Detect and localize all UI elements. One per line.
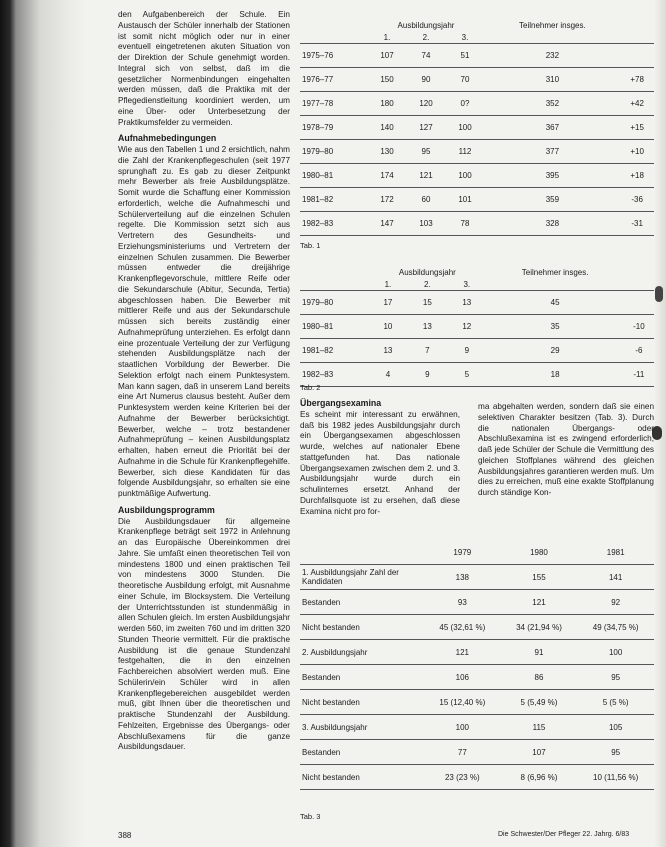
table-cell: 45 [487,291,624,315]
paragraph-aufnahme: Wie aus den Tabellen 1 und 2 ersichtlich, nahm die Zahl der Krankenpflegeschulen (seit 1977 sprunghaft zu. Es gab zu dieser Zeitpunkt mehr Bewerber als freie Ausbildungsplätze. Somit wurde die Schaffung einer Kommission erforderlich, welche die Aufnahmeschi und Schülerverteilung auf die einzelnen Schulen regelte. Die Kommission setzt sich aus Vertretern des Gesundheits- und Erziehungsministeriums und Vertretern der einzelnen Schulen zusammen. Die Bewerber müssen entweder die dreijährige Krankenpflegevorschule, mittlere Reife oder die Sekundarschule (Abitur, Secunda, Tertia) abgeschlossen haben. Die Bewerber mit mittlerer Reife und aus der Sekundarschule müssen sich bereits zuständig einer Aufnahmeprüfung unterziehen. Es erfolgt dann eine prozentuale Verteilung der zur Verfügung stehenden Ausbildungsplätze nach der staatlichen Vorbildung der Bewerber. Die Selektion erfolgt nach einem Punktesystem. Man kann sagen, daß in unserem Land bereits eine Art Numerus clausus besteht. Außer dem Punktesystem werden keine Kriterien bei der Aufnahme der Bewerber berücksichtigt. Bewerber, welche – trotz bestandener Aufnahmeprüfung – keinen Ausbildungsplatz erhalten, haben erneut die Priorität bei der Aufnahme in die Schule für Krankenpflegehilfe. Bewerber, sich diese Kandidaten für das folgende Ausbildungsjahr, so erhalten sie eine punktmäßige Aufwertung. [118,145,290,498]
page-edge-shadow [654,0,666,847]
row-label: 2. Ausbildungsjahr [300,640,424,665]
column-header: 2. [407,31,446,44]
table-cell: +15 [620,116,654,140]
table-cell: 115 [501,715,578,740]
table-cell: 5 (5,49 %) [501,690,578,715]
book-binding-shadow [0,0,86,847]
table-row [300,590,654,615]
table-cell: 130 [368,140,407,164]
table-row [300,164,654,188]
table-cell [620,44,654,68]
table-cell: 45 (32,61 %) [424,615,501,640]
row-label: Bestanden [300,740,424,765]
table-cell: 34 (21,94 %) [501,615,578,640]
table-cell: 35 [487,315,624,339]
table-cell: 395 [485,164,621,188]
page-number: 388 [118,831,132,840]
row-label: 1978–79 [300,116,368,140]
table-cell: 103 [407,212,446,236]
table-cell: 0? [446,92,485,116]
table-cell: 18 [487,363,624,387]
table-cell: 17 [368,291,407,315]
table-cell: 121 [501,590,578,615]
table-cell: 9 [447,339,486,363]
table-cell: 120 [407,92,446,116]
paragraph-ausbildung: Die Ausbildungsdauer für allgemeine Krankenpflege beträgt seit 1972 in Anlehnung an das Europäische Übereinkommen drei Jahre. Sie umfaßt einen theoretischen Teil von mindestens 1800 und einen praktischen Teil von mindestens 3000 Stunden. Die theoretische Ausbildung erfolgt, mit Ausnahme einer Schule, im Blocksystem. Die Verteilung der Unterrichtsstunden ist stundenmäßig in allen Schulen gleich. Im ersten Ausbildungsjahr werden 560, im zweiten 760 und im dritten 320 Stunden Theorie vermittelt. Für die praktische Ausbildung ist die genaue Stundenzahl festgehalten, die in den einzelnen Fachbereichen absolviert werden muß. Eine Schülerin/ein Schüler wird in allen Krankenpflegebereichen ausgebildet werden muß, gibt Ihnen über die theoretischen und praktische Stundenzahl der Ausbildung. Fehlzeiten, Ergebnisse des Übergangs- oder Abschlußexamens für die ganze Ausbildungsdauer. [118,516,290,752]
table-cell: 60 [407,188,446,212]
table-cell: 95 [577,665,654,690]
row-label: Bestanden [300,590,424,615]
page-mark [655,286,663,302]
table-cell: 352 [485,92,621,116]
table-row [300,565,654,590]
table-row [300,116,654,140]
table-row [300,188,654,212]
row-label: 1980–81 [300,315,368,339]
table-2 [300,267,654,387]
table-cell: 172 [368,188,407,212]
table-cell: -11 [624,363,654,387]
table-row [300,44,654,68]
row-label: 1976–77 [300,68,368,92]
table-row [300,740,654,765]
table-3 [300,540,654,790]
row-label: 1982–83 [300,212,368,236]
table-cell: 367 [485,116,621,140]
row-label: 1981–82 [300,339,368,363]
table-cell: 180 [368,92,407,116]
table-cell: 78 [446,212,485,236]
intro-paragraph: den Aufgabenbereich der Schule. Ein Austausch der Schüler innerhalb der Stationen ist somit nicht möglich oder nur in einer eventuell eingetretenen akuten Situation von der Direktion der Schule genehmigt worden. Integral sich von selbst, daß im die gesetzlicher Normenbindungen eingehalten werden müssen, daß die Praktika mit der Pflegedienstleitung koordiniert werden, um eine Über- oder Unterbesetzung der Praktikumsfelder zu vermeiden. [118,10,290,127]
table-header-group: Ausbildungsjahr [398,268,456,277]
table-cell: +10 [620,140,654,164]
column-header: 2. [408,278,447,291]
table-cell: 359 [485,188,621,212]
column-header: 1979 [424,540,501,565]
paragraph-stoffplan: ma abgehalten werden, sondern daß sie einen selektiven Charakter besitzen (Tab. 3). Durch die nationalen Übergangs- oder Abschlußexamina ist es zwingend erforderlich, daß jede Schüler der Schule die Vermittlung des gleichen Stoffplanes während des gleichen Ausbildungsjahres garantieren werden muß. Um dies zu erreichen, muß eine exakte Stoffplanung durch ständige Kon- [478,402,654,497]
row-label: 1981–82 [300,188,368,212]
table-cell: 138 [424,565,501,590]
row-label: 1979–80 [300,140,368,164]
left-column [118,10,290,753]
column-header: 1. [368,31,407,44]
table-cell [624,291,654,315]
row-label: 1979–80 [300,291,368,315]
table-cell: +18 [620,164,654,188]
table-row [300,640,654,665]
table-cell: 29 [487,339,624,363]
table-cell: 15 (12,40 %) [424,690,501,715]
table-cell: 100 [446,116,485,140]
table-row [300,765,654,790]
table-cell: 86 [501,665,578,690]
column-header: 3. [446,31,485,44]
table-cell: 5 (5 %) [577,690,654,715]
table-cell: 105 [577,715,654,740]
table-cell: 150 [368,68,407,92]
table-cell: 49 (34,75 %) [577,615,654,640]
table-cell: 140 [368,116,407,140]
table-cell: 377 [485,140,621,164]
right-column [478,398,654,499]
table-cell: 23 (23 %) [424,765,501,790]
middle-column [300,398,460,517]
table-cell: 100 [424,715,501,740]
table-cell: 8 (6,96 %) [501,765,578,790]
column-header: 1981 [577,540,654,565]
table-row [300,363,654,387]
table-cell: 121 [407,164,446,188]
row-label: Bestanden [300,665,424,690]
table-cell: 155 [501,565,578,590]
column-header: 3. [447,278,486,291]
table-row [300,68,654,92]
table-cell: +78 [620,68,654,92]
column-header: 1980 [501,540,578,565]
journal-footer: Die Schwester/Der Pfleger 22. Jahrg. 6/83 [498,831,630,838]
heading-ausbildungsprogramm: Ausbildungsprogramm [118,504,215,515]
table-cell: 91 [501,640,578,665]
table-cell: 101 [446,188,485,212]
table-row [300,291,654,315]
table-cell: 112 [446,140,485,164]
table-cell: 106 [424,665,501,690]
row-label: Nicht bestanden [300,615,424,640]
table-cell: 4 [368,363,407,387]
table-cell: 328 [485,212,621,236]
table-cell: 77 [424,740,501,765]
table-cell: 100 [577,640,654,665]
table-cell: 121 [424,640,501,665]
table-row [300,615,654,640]
paragraph-uebergang: Es scheint mir interessant zu erwähnen, daß bis 1982 jedes Ausbildungsjahr durch ein Übergangsexamen abgeschlossen wurde, welches auf nationaler Ebene stattgefunden hat. Das nationale Übergangsexamen zwischen dem 2. und 3. Ausbildungsjahr wurde durch ein schulinternes ersetzt. Anhand der Durchfallsquote ist zu ersehen, daß diese Examina nicht pro for- [300,409,460,516]
table-cell: 107 [368,44,407,68]
table-cell: 93 [424,590,501,615]
table-cell: 70 [446,68,485,92]
table-3-caption: Tab. 3 [300,812,321,821]
table-row [300,140,654,164]
table-row [300,315,654,339]
table-cell: 13 [447,291,486,315]
table-cell: 9 [408,363,447,387]
table-cell: 10 (11,56 %) [577,765,654,790]
table-cell: 12 [447,315,486,339]
table-cell: 7 [408,339,447,363]
table-header-group: Ausbildungsjahr [397,21,455,30]
row-label: Nicht bestanden [300,690,424,715]
table-cell: 174 [368,164,407,188]
table-header-total: Teilnehmer insges. [521,268,589,277]
table-row [300,212,654,236]
table-cell: 95 [407,140,446,164]
row-label: 1975–76 [300,44,368,68]
table-row [300,665,654,690]
table-cell: 147 [368,212,407,236]
row-label: 1. Ausbildungsjahr Zahl der Kandidaten [300,565,424,590]
table-cell: 74 [407,44,446,68]
table-cell: 10 [368,315,407,339]
row-label: 1980–81 [300,164,368,188]
table-2-caption: Tab. 2 [300,383,321,392]
row-label: 3. Ausbildungsjahr [300,715,424,740]
row-label: 1982–83 [300,363,368,387]
table-cell: -36 [620,188,654,212]
table-1 [300,20,654,236]
table-cell: 90 [407,68,446,92]
table-cell: 127 [407,116,446,140]
table-cell: 5 [447,363,486,387]
table-header-total: Teilnehmer insges. [519,21,586,30]
table-cell: 100 [446,164,485,188]
row-label: 1977–78 [300,92,368,116]
table-cell: +42 [620,92,654,116]
table-cell: 13 [368,339,407,363]
table-row [300,690,654,715]
table-cell: 107 [501,740,578,765]
table-row [300,339,654,363]
table-cell: -10 [624,315,654,339]
table-row [300,92,654,116]
column-header: 1. [368,278,407,291]
table-cell: 95 [577,740,654,765]
table-row [300,715,654,740]
table-cell: 232 [485,44,621,68]
table-cell: -31 [620,212,654,236]
table-cell: -6 [624,339,654,363]
row-label: Nicht bestanden [300,765,424,790]
table-cell: 51 [446,44,485,68]
table-cell: 13 [408,315,447,339]
table-cell: 310 [485,68,621,92]
heading-aufnahmebedingungen: Aufnahmebedingungen [118,133,217,144]
table-1-caption: Tab. 1 [300,241,321,250]
table-cell: 15 [408,291,447,315]
heading-uebergangsexamina: Übergangsexamina [300,398,382,408]
table-cell: 141 [577,565,654,590]
table-cell: 92 [577,590,654,615]
